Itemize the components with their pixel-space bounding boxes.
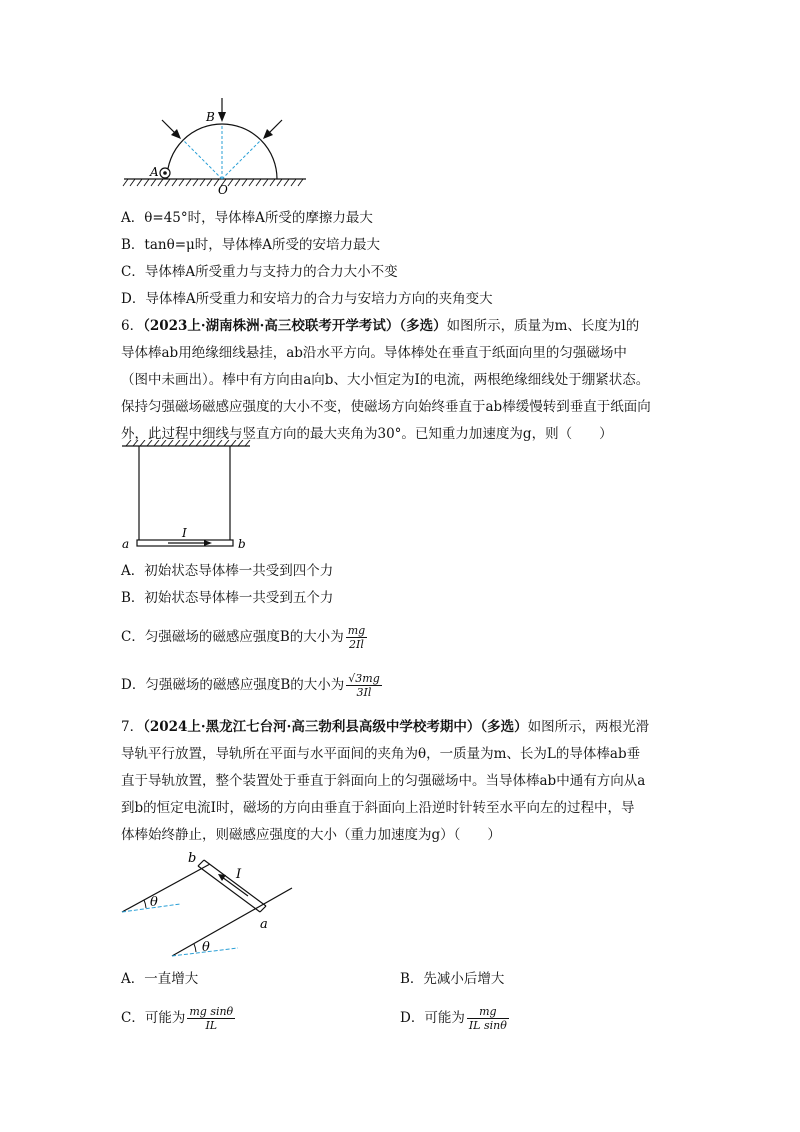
q7-text-line-2: 导轨平行放置，导轨所在平面与水平面间的夹角为θ，一质量为m、长为L的导体棒ab垂	[121, 746, 641, 762]
fraction-denominator: IL	[205, 1019, 218, 1032]
fraction-denominator: 3Il	[356, 686, 372, 699]
q5-figure	[120, 96, 310, 196]
fraction-numerator: mg	[347, 624, 366, 637]
q5-option-d: D．导体棒A所受重力和安培力的合力与安培力方向的夹角变大	[121, 291, 493, 307]
label-I: I	[236, 867, 242, 882]
q5-option-b: B．tanθ=μ时，导体棒A所受的安培力最大	[121, 237, 381, 253]
q7-text-line-4: 到b的恒定电流I时，磁场的方向由垂直于斜面向上沿逆时针转至水平向左的过程中，导	[121, 800, 635, 816]
q7-option-c	[121, 1003, 235, 1033]
label-b: b	[238, 537, 246, 551]
q6-option-d-text: D．匀强磁场的磁感应强度B的大小为	[121, 677, 345, 693]
q6-option-d-fraction	[346, 672, 381, 699]
q6-text-line-1: 如图所示，质量为m、长度为l的	[446, 318, 640, 334]
q7-option-d-text: D．可能为	[400, 1010, 465, 1026]
q7-first-line	[121, 717, 649, 737]
label-a: a	[260, 917, 268, 932]
q5-option-c: C．导体棒A所受重力与支持力的合力大小不变	[121, 264, 398, 280]
fraction-numerator: √3mg	[348, 672, 380, 685]
q7-option-b: B．先减小后增大	[400, 971, 505, 987]
label-B: B	[206, 110, 215, 124]
q7-option-c-text: C．可能为	[121, 1010, 186, 1026]
label-theta-upper: θ	[150, 895, 158, 910]
label-A: A	[150, 165, 159, 179]
q6-option-c	[121, 622, 367, 652]
q6-option-c-fraction	[346, 624, 367, 651]
q7-text-line-3: 直于导轨放置，整个装置处于垂直于斜面向上的匀强磁场中。当导体棒ab中通有方向从a	[121, 773, 646, 789]
fraction-numerator: mg	[467, 1005, 509, 1019]
q6-option-c-text: C．匀强磁场的磁感应强度B的大小为	[121, 629, 344, 645]
fraction-denominator: IL sinθ	[468, 1019, 507, 1032]
q7-option-a: A．一直增大	[121, 971, 199, 987]
q6-source: （2023上·湖南株洲·高三校联考开学考试）（多选）	[143, 318, 447, 334]
label-theta-lower: θ	[202, 940, 210, 955]
q7-text-line-1: 如图所示，两根光滑	[527, 719, 650, 735]
label-a: a	[122, 537, 130, 551]
q6-option-a: A．初始状态导体棒一共受到四个力	[121, 563, 334, 579]
label-O: O	[218, 183, 228, 196]
fraction-denominator: 2Il	[349, 638, 364, 651]
q6-text-line-3: （图中未画出）。棒中有方向由a向b、大小恒定为I的电流，两根绝缘细线处于绷紧状态。	[121, 372, 650, 388]
q6-text-line-2: 导体棒ab用绝缘细线悬挂，ab沿水平方向。导体棒处在垂直于纸面向里的匀强磁场中	[121, 345, 627, 361]
q6-figure	[120, 440, 260, 555]
q7-text-line-5: 体棒始终静止，则磁感应强度的大小（重力加速度为g）（ ）	[121, 827, 501, 843]
q6-text-line-5: 外，此过程中细线与竖直方向的最大夹角为30°。已知重力加速度为g，则（ ）	[121, 426, 613, 442]
q6-option-d	[121, 670, 382, 700]
q6-option-b: B．初始状态导体棒一共受到五个力	[121, 590, 334, 606]
q7-option-c-fraction	[187, 1005, 235, 1032]
q6-text-line-4: 保持匀强磁场磁感应强度的大小不变，使磁场方向始终垂直于ab棒缓慢转到垂直于纸面向	[121, 399, 651, 415]
q5-option-a: A．θ=45°时，导体棒A所受的摩擦力最大	[121, 210, 373, 226]
q7-figure	[118, 848, 298, 960]
label-I: I	[182, 526, 187, 540]
q6-number: 6．	[121, 318, 144, 334]
q7-source: （2024上·黑龙江七台河·高三勃利县高级中学校考期中）（多选）	[143, 719, 528, 735]
q7-option-d-fraction	[467, 1005, 509, 1032]
q6-first-line	[121, 316, 639, 336]
fraction-numerator: mg sinθ	[189, 1005, 234, 1018]
label-b: b	[188, 851, 197, 866]
q7-number: 7．	[121, 719, 144, 735]
q7-option-d	[400, 1003, 509, 1033]
